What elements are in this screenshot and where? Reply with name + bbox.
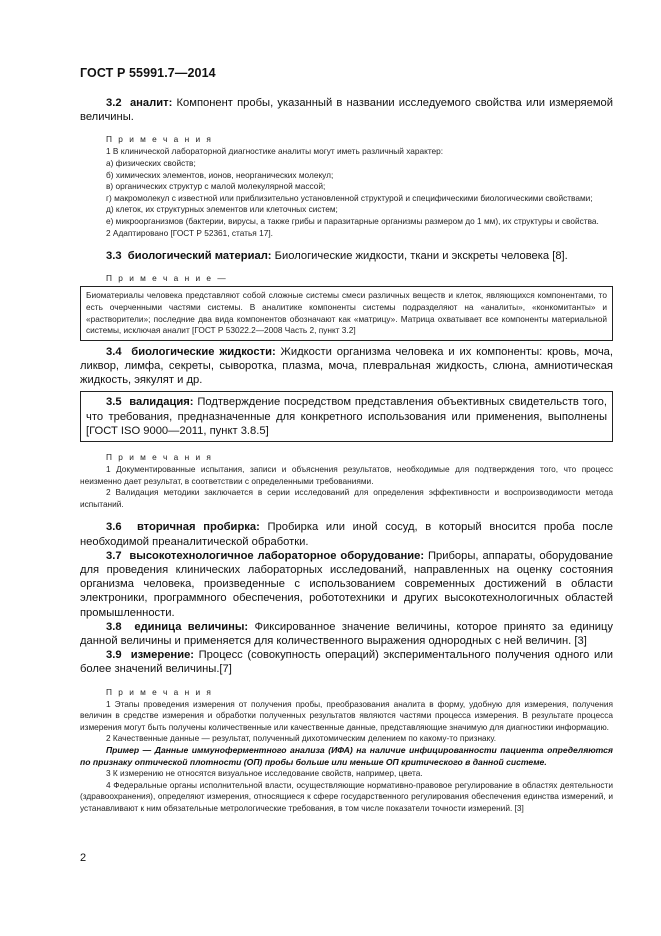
term-number: 3.8 xyxy=(106,620,122,633)
term-definition: Жидкости организма человека и их компоненты: кровь, моча, ликвор, лимфа, секреты, сыворотка, плазма, моча, плевральная жидкость, слюна, амниотическая жидкость, эякулят и др. xyxy=(80,345,614,387)
term-number: 3.9 xyxy=(106,649,122,662)
term-number: 3.5 xyxy=(106,396,122,409)
note-item: 1 Этапы проведения измерения от получения пробы, преобразования аналита в форму, удобную для измерения, получения величин в средстве измерения и обработки полученных результатов являются частями процесса измерения. В результате процесса измерения могут быть получены количественные или качественные данные, представляющие значимую для диагностики информацию. xyxy=(80,698,613,732)
term-name: биологический материал: xyxy=(127,250,272,263)
example-text: Пример — Данные иммуноферментного анализа (ИФА) на наличие инфицированности пациента определяются по признаку оптической плотности (ОП) пробы больше или меньше ОП критического в данной системе. xyxy=(80,744,613,767)
term-number: 3.7 xyxy=(106,549,122,562)
term-3-8 xyxy=(80,620,613,648)
notes-title: П р и м е ч а н и я xyxy=(106,134,213,145)
note-item: г) макромолекул с известной или приблизительно установленной структурой и специфическими биологическими свойствами; xyxy=(106,192,593,203)
term-definition: Компонент пробы, указанный в названии исследуемого свойства или измеряемой величины. xyxy=(80,97,613,124)
note-item: а) физических свойств; xyxy=(106,158,196,168)
notes-title: П р и м е ч а н и я xyxy=(106,451,213,462)
term-number: 3.2 xyxy=(106,97,122,109)
note-item: 2 Адаптировано [ГОСТ Р 52361, статья 17]. xyxy=(106,227,273,238)
term-name: биологические жидкости: xyxy=(131,345,276,358)
boxed-note xyxy=(80,286,613,340)
note-item: 1 В клинической лабораторной диагностике аналиты могут иметь различный характер: xyxy=(106,146,444,157)
term-name: аналит: xyxy=(129,97,173,109)
note-item: е) микроорганизмов (бактерии, вирусы, а также грибы и паразитарные организмы размером до 1 мм), их структуры и свойства. xyxy=(106,215,599,226)
term-definition: Приборы, аппараты, оборудование для проведения клинических лабораторных исследований, направленных на оценку состояния организма человека, произведенные с использованием современных достижений в области электроники, программного обеспечения, робототехники и других высокотехнологичных областей промышленности. xyxy=(80,549,614,619)
note-item: 2 Валидация методики заключается в серии исследований для определения эффективности и воспроизводимости метода испытаний. xyxy=(80,487,613,509)
term-definition: Биологические жидкости, ткани и экскреты человека [8]. xyxy=(274,250,568,263)
term-name: вторичная пробирка: xyxy=(136,521,260,534)
term-3-2 xyxy=(80,96,613,124)
page-number: 2 xyxy=(80,852,87,864)
term-definition: Пробирка или иной сосуд, в который вносится проба после необходимой преаналитической обработки. xyxy=(80,521,614,548)
term-number: 3.3 xyxy=(106,250,122,263)
term-name: валидация: xyxy=(129,396,194,409)
term-3-6 xyxy=(80,520,613,548)
term-definition: Фиксированное значение величины, которое принято за единицу данной величины и применяется для количественного выражения однородных с ней величин. [3] xyxy=(80,620,614,647)
term-definition: Процесс (совокупность операций) экспериментального получения одного или более значений величины.[7] xyxy=(80,649,614,676)
term-number: 3.6 xyxy=(106,521,122,534)
note-item: 4 Федеральные органы исполнительной власти, осуществляющие нормативно-правовое регулирование в областях деятельности (здравоохранения), определяют измерения, относящиеся к сфере государственного регулирования обеспечения единства измерений, и устанавливают к ним обязательные метрологические требования, в том числе показатели точности измерений. [3] xyxy=(80,779,613,813)
boxed-term-3-5 xyxy=(80,391,613,442)
term-name: высокотехнологичное лабораторное оборудование: xyxy=(129,549,425,562)
note-item: б) химических элементов, ионов, неорганических молекул; xyxy=(106,169,334,180)
term-3-4 xyxy=(80,345,613,388)
term-name: измерение: xyxy=(130,649,195,662)
boxed-note-text: Биоматериалы человека представляют собой сложные системы смеси различных веществ и клеток, являющихся компонентами, то есть очерченными частями системы. В аналитике компоненты системы подразделяют на «аналиты», «конкомитанты» и «растворители»; последние два вида компонентов обозначают как «матрицу». Матрица охватывает все компоненты материальной системы, исключая аналит [ГОСТ Р 53022.2—2008 Часть 2, пункт 3.2] xyxy=(86,290,607,336)
document-header: ГОСТ Р 55991.7—2014 xyxy=(80,66,216,80)
term-number: 3.4 xyxy=(106,345,122,358)
term-definition: Подтверждение посредством представления объективных свидетельств того, что требования, предназначенные для конкретного использования или применения, выполнены [ГОСТ ISO 9000—2011, пункт 3.8.5] xyxy=(86,396,607,437)
term-3-9 xyxy=(80,648,613,676)
note-item: 1 Документированные испытания, записи и объяснения результатов, необходимые для подтверждения того, что процесс неизменно дает результат, в соответствии с определенными требованиями. xyxy=(80,463,613,486)
note-item: д) клеток, их структурных элементов или клеточных систем; xyxy=(106,204,338,215)
term-3-5 xyxy=(86,395,607,438)
term-3-3 xyxy=(80,249,613,263)
document-body xyxy=(80,96,613,815)
term-3-7 xyxy=(80,549,613,620)
note-item: 3 К измерению не относятся визуальное исследование свойств, например, цвета. xyxy=(106,768,423,779)
notes-title: П р и м е ч а н и я xyxy=(106,686,213,697)
note-item: в) органических структур с малой молекулярной массой; xyxy=(106,181,326,192)
note-item: 2 Качественные данные — результат, полученный дихотомическим делением по какому-то признаку. xyxy=(106,733,496,744)
note-title: П р и м е ч а н и е — xyxy=(106,273,228,284)
term-name: единица величины: xyxy=(134,620,249,633)
